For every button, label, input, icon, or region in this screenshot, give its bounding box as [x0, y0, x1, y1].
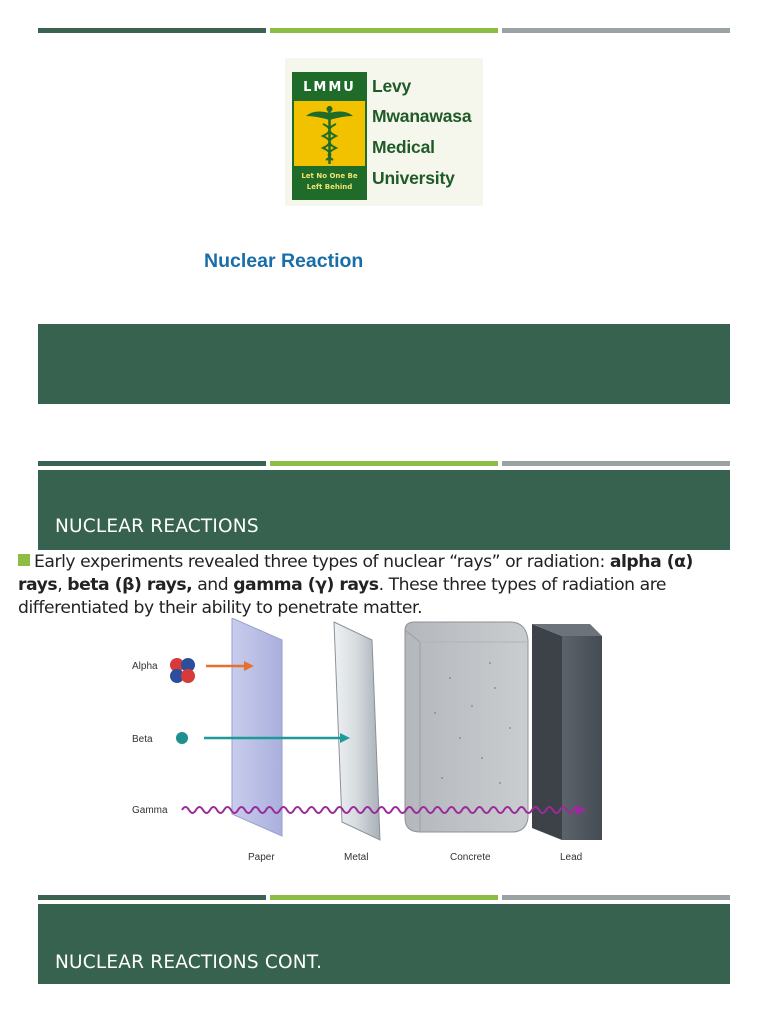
motto-line-2: Left Behind — [306, 183, 353, 191]
concrete-block — [405, 622, 528, 832]
lead-block — [532, 624, 602, 840]
gamma-term: gamma (γ) rays — [233, 575, 379, 595]
label-metal: Metal — [344, 852, 369, 863]
accent-bar-gray — [502, 895, 730, 900]
university-logo — [285, 58, 483, 206]
accent-bar-dark — [38, 895, 266, 900]
slide-title: NUCLEAR REACTIONS — [55, 516, 259, 537]
paper-sheet — [232, 618, 282, 836]
slide-title: NUCLEAR REACTIONS CONT. — [55, 952, 323, 973]
body-text-part: Early experiments revealed three types of nuclear “rays” or radiation: — [34, 552, 610, 572]
accent-bar-green — [270, 28, 498, 33]
accent-bar-green — [270, 895, 498, 900]
cover-band — [38, 324, 730, 404]
beta-term: beta (β) rays, — [67, 575, 193, 595]
label-alpha: Alpha — [132, 661, 158, 672]
university-name-line-2: Mwanawasa — [372, 106, 472, 126]
accent-bar-dark — [38, 28, 266, 33]
slide-header-band — [38, 904, 730, 984]
label-beta: Beta — [132, 734, 153, 745]
crest-motto — [294, 166, 365, 198]
label-lead: Lead — [560, 852, 583, 863]
label-paper: Paper — [248, 852, 275, 863]
caduceus-icon — [302, 104, 357, 166]
cover-title: Nuclear Reaction — [204, 250, 364, 272]
bullet-square-icon — [18, 554, 30, 566]
accent-bar-dark — [38, 461, 266, 466]
body-text-part: . These three types of radiation are differentiated by their ability to penetrate matter. — [18, 575, 667, 618]
label-gamma: Gamma — [132, 805, 168, 816]
crest-acronym: LMMU — [294, 74, 365, 101]
body-text-part: , — [57, 575, 68, 595]
university-name-line-1: Levy — [372, 76, 412, 96]
crest-emblem — [292, 72, 367, 200]
alpha-term: alpha (α) rays — [18, 552, 693, 595]
university-name-line-4: University — [372, 168, 455, 188]
alpha-particle-icon — [170, 658, 195, 683]
body-text-part: and — [192, 575, 234, 595]
radiation-penetration-diagram — [120, 618, 620, 868]
beta-particle-icon — [176, 732, 188, 744]
bullet-paragraph — [18, 551, 738, 620]
slide-header-band — [38, 470, 730, 550]
accent-bar-gray — [502, 28, 730, 33]
university-name-line-3: Medical — [372, 137, 435, 157]
accent-bar-green — [270, 461, 498, 466]
label-concrete: Concrete — [450, 852, 491, 863]
accent-bar-gray — [502, 461, 730, 466]
motto-line-1: Let No One Be — [301, 172, 358, 180]
